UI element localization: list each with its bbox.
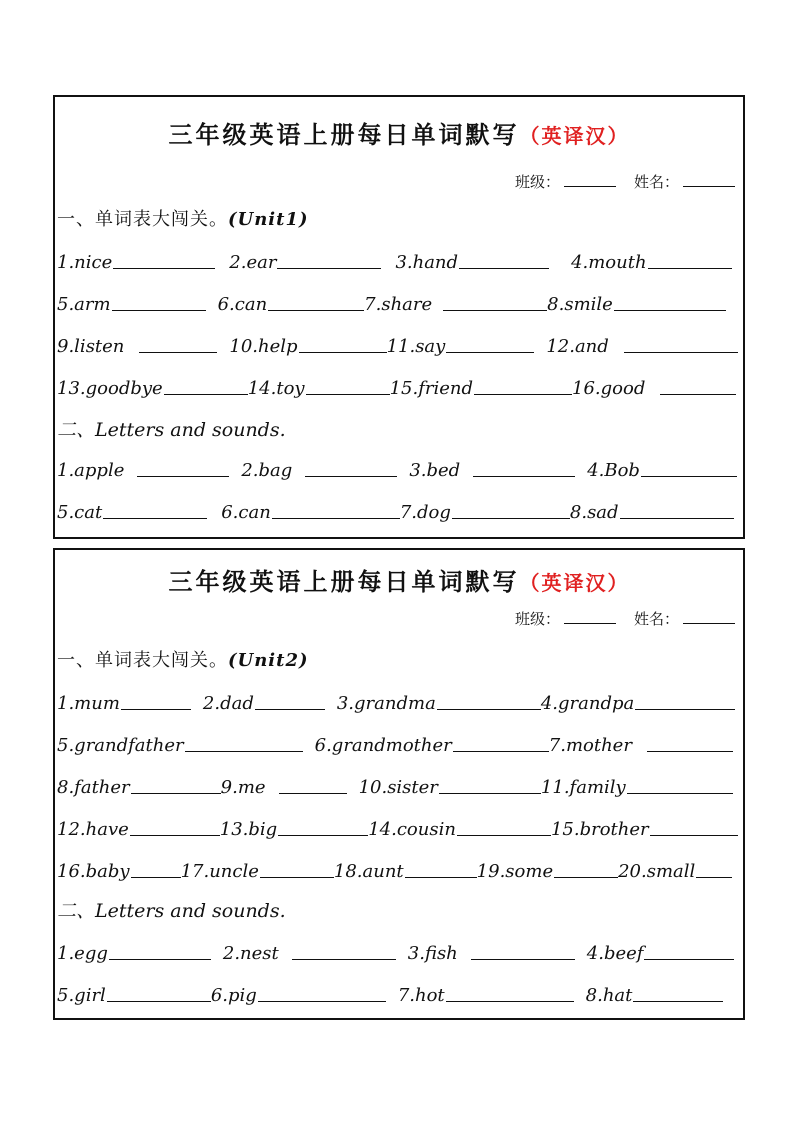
word-item	[549, 735, 733, 756]
word-label: 12.and	[546, 336, 609, 357]
answer-blank[interactable]	[185, 750, 303, 752]
section1-label: 一、单词表大闯关。	[57, 209, 228, 230]
answer-blank[interactable]	[627, 792, 733, 794]
answer-blank[interactable]	[620, 517, 734, 519]
word-label: 18.aunt	[333, 861, 404, 882]
word-label: 13.goodbye	[57, 378, 163, 399]
worksheet-title	[55, 115, 743, 150]
word-row	[57, 852, 737, 882]
word-label: 12.have	[57, 819, 129, 840]
word-row	[57, 810, 737, 840]
word-label: 10.sister	[358, 777, 438, 798]
worksheet-unit1	[53, 95, 745, 539]
answer-blank[interactable]	[437, 708, 541, 710]
section2-heading: 二、Letters and sounds.	[57, 419, 286, 441]
answer-blank[interactable]	[130, 834, 220, 836]
word-label: 6.grandmother	[314, 735, 452, 756]
word-item	[57, 819, 220, 840]
answer-blank[interactable]	[305, 475, 397, 477]
answer-blank[interactable]	[268, 309, 364, 311]
word-label: 11.say	[386, 336, 446, 357]
word-item	[400, 502, 570, 523]
word-item	[57, 252, 215, 273]
answer-blank[interactable]	[405, 876, 477, 878]
answer-blank[interactable]	[452, 517, 570, 519]
worksheet-unit2	[53, 548, 745, 1020]
class-label: 班级：	[514, 610, 560, 628]
word-label: 8.smile	[547, 294, 613, 315]
section1-unit: (Unit2)	[228, 650, 309, 671]
word-label: 7.dog	[399, 502, 451, 523]
word-item	[618, 861, 732, 882]
word-item	[368, 819, 551, 840]
word-label: 13.big	[219, 819, 278, 840]
word-label: 4.beef	[586, 943, 644, 964]
word-item	[408, 943, 575, 964]
answer-blank[interactable]	[260, 876, 334, 878]
word-label: 15.friend	[389, 378, 473, 399]
word-item	[229, 336, 386, 357]
answer-blank[interactable]	[554, 876, 618, 878]
word-item	[220, 819, 368, 840]
word-label: 5.cat	[57, 502, 103, 523]
word-label: 16.baby	[57, 861, 130, 882]
answer-blank[interactable]	[473, 475, 575, 477]
word-label: 2.dad	[202, 693, 254, 714]
word-label: 4.grandpa	[540, 693, 635, 714]
class-name-fields	[515, 608, 735, 629]
word-item	[571, 252, 732, 273]
word-item	[586, 985, 724, 1006]
answer-blank[interactable]	[696, 876, 732, 878]
answer-blank[interactable]	[660, 393, 736, 395]
word-row	[57, 451, 737, 481]
word-item	[211, 985, 386, 1006]
answer-blank[interactable]	[650, 834, 738, 836]
word-label: 4.Bob	[587, 460, 640, 481]
word-label: 7.hot	[397, 985, 445, 1006]
answer-blank[interactable]	[255, 708, 325, 710]
answer-blank[interactable]	[446, 1000, 574, 1002]
answer-blank[interactable]	[443, 309, 547, 311]
answer-blank[interactable]	[113, 267, 215, 269]
word-item	[315, 735, 549, 756]
word-label: 2.nest	[222, 943, 279, 964]
word-label: 3.hand	[395, 252, 459, 273]
word-label: 15.brother	[550, 819, 649, 840]
word-item	[57, 861, 181, 882]
title-text: 三年级英语上册每日单词默写	[168, 121, 520, 149]
word-label: 3.grandma	[336, 693, 436, 714]
answer-blank[interactable]	[109, 958, 211, 960]
word-item	[398, 985, 574, 1006]
word-label: 10.help	[229, 336, 298, 357]
answer-blank[interactable]	[121, 708, 191, 710]
word-label: 1.egg	[57, 943, 108, 964]
word-item	[572, 378, 736, 399]
word-row	[57, 768, 737, 798]
word-row	[57, 327, 737, 357]
word-label: 2.bag	[241, 460, 293, 481]
word-label: 8.sad	[569, 502, 619, 523]
answer-blank[interactable]	[299, 351, 387, 353]
answer-blank[interactable]	[648, 267, 732, 269]
answer-blank[interactable]	[624, 351, 738, 353]
answer-blank[interactable]	[164, 393, 248, 395]
word-item	[587, 460, 737, 481]
word-label: 14.toy	[247, 378, 305, 399]
word-label: 1.mum	[57, 693, 120, 714]
word-row	[57, 684, 737, 714]
answer-blank[interactable]	[635, 708, 735, 710]
name-blank[interactable]	[683, 623, 735, 624]
answer-blank[interactable]	[457, 834, 551, 836]
word-item	[57, 777, 221, 798]
answer-blank[interactable]	[137, 475, 229, 477]
word-item	[203, 693, 325, 714]
answer-blank[interactable]	[633, 1000, 723, 1002]
word-item	[390, 378, 572, 399]
word-item	[395, 252, 549, 273]
answer-blank[interactable]	[258, 1000, 386, 1002]
word-item	[387, 336, 535, 357]
word-label: 6.pig	[210, 985, 257, 1006]
word-item	[248, 378, 390, 399]
word-item	[547, 294, 726, 315]
answer-blank[interactable]	[112, 309, 206, 311]
word-label: 9.me	[220, 777, 266, 798]
class-label: 班级：	[514, 173, 560, 191]
title-paren: （英译汉）	[519, 124, 630, 148]
word-item	[551, 819, 738, 840]
word-item	[57, 985, 211, 1006]
word-label: 3.bed	[409, 460, 461, 481]
word-item	[57, 693, 191, 714]
word-item	[57, 378, 248, 399]
name-blank[interactable]	[683, 186, 735, 187]
word-label: 7.mother	[548, 735, 632, 756]
word-item	[57, 943, 211, 964]
section1-label: 一、单词表大闯关。	[57, 650, 228, 671]
answer-blank[interactable]	[306, 393, 390, 395]
answer-blank[interactable]	[277, 267, 381, 269]
word-label: 6.can	[217, 294, 268, 315]
word-item	[477, 861, 618, 882]
word-item	[409, 460, 575, 481]
word-item	[223, 943, 396, 964]
word-item	[587, 943, 735, 964]
answer-blank[interactable]	[439, 792, 541, 794]
word-label: 6.can	[221, 502, 271, 523]
name-label: 姓名：	[633, 610, 679, 628]
answer-blank[interactable]	[103, 517, 207, 519]
answer-blank[interactable]	[279, 792, 347, 794]
word-item	[218, 294, 365, 315]
word-row	[57, 934, 737, 964]
word-item	[57, 460, 229, 481]
word-item	[229, 252, 381, 273]
word-item	[57, 735, 303, 756]
answer-blank[interactable]	[446, 351, 534, 353]
answer-blank[interactable]	[471, 958, 575, 960]
word-item	[57, 502, 207, 523]
section1-heading	[57, 646, 309, 672]
answer-blank[interactable]	[453, 750, 549, 752]
word-item	[221, 502, 400, 523]
word-label: 14.cousin	[368, 819, 456, 840]
word-label: 20.small	[618, 861, 696, 882]
name-label: 姓名：	[633, 173, 679, 191]
word-label: 7.share	[364, 294, 433, 315]
answer-blank[interactable]	[131, 792, 221, 794]
answer-blank[interactable]	[644, 958, 734, 960]
section2-heading: 二、Letters and sounds.	[57, 900, 286, 922]
word-label: 1.nice	[57, 252, 113, 273]
answer-blank[interactable]	[647, 750, 733, 752]
word-label: 5.arm	[57, 294, 111, 315]
worksheet-title	[55, 562, 743, 597]
answer-blank[interactable]	[278, 834, 368, 836]
word-label: 9.listen	[57, 336, 125, 357]
word-item	[570, 502, 734, 523]
word-item	[334, 861, 477, 882]
word-item	[364, 294, 547, 315]
word-item	[541, 693, 735, 714]
word-row	[57, 285, 737, 315]
word-item	[337, 693, 541, 714]
word-item	[241, 460, 397, 481]
answer-blank[interactable]	[641, 475, 737, 477]
title-text: 三年级英语上册每日单词默写	[168, 568, 520, 596]
section1-heading	[57, 205, 309, 231]
word-row	[57, 369, 737, 399]
section1-unit: (Unit1)	[228, 209, 309, 230]
word-row	[57, 726, 737, 756]
answer-blank[interactable]	[139, 351, 217, 353]
answer-blank[interactable]	[459, 267, 549, 269]
word-label: 5.grandfather	[57, 735, 184, 756]
answer-blank[interactable]	[292, 958, 396, 960]
answer-blank[interactable]	[272, 517, 400, 519]
word-item	[359, 777, 541, 798]
word-item	[541, 777, 733, 798]
word-label: 19.some	[476, 861, 554, 882]
word-label: 4.mouth	[571, 252, 647, 273]
word-label: 2.ear	[229, 252, 277, 273]
word-item	[57, 336, 217, 357]
answer-blank[interactable]	[614, 309, 726, 311]
answer-blank[interactable]	[107, 1000, 211, 1002]
word-item	[57, 294, 206, 315]
word-label: 16.good	[572, 378, 646, 399]
word-row	[57, 493, 737, 523]
class-name-fields	[515, 171, 735, 192]
word-label: 3.fish	[407, 943, 458, 964]
word-row	[57, 243, 737, 273]
answer-blank[interactable]	[474, 393, 572, 395]
class-blank[interactable]	[564, 623, 616, 624]
word-item	[546, 336, 737, 357]
word-item	[221, 777, 347, 798]
title-paren: （英译汉）	[519, 571, 630, 595]
answer-blank[interactable]	[131, 876, 181, 878]
word-item	[181, 861, 334, 882]
word-label: 17.uncle	[180, 861, 259, 882]
word-label: 1.apple	[57, 460, 125, 481]
word-label: 8.hat	[585, 985, 633, 1006]
word-label: 11.family	[540, 777, 626, 798]
class-blank[interactable]	[564, 186, 616, 187]
word-label: 5.girl	[57, 985, 106, 1006]
word-label: 8.father	[57, 777, 130, 798]
word-row	[57, 976, 737, 1006]
